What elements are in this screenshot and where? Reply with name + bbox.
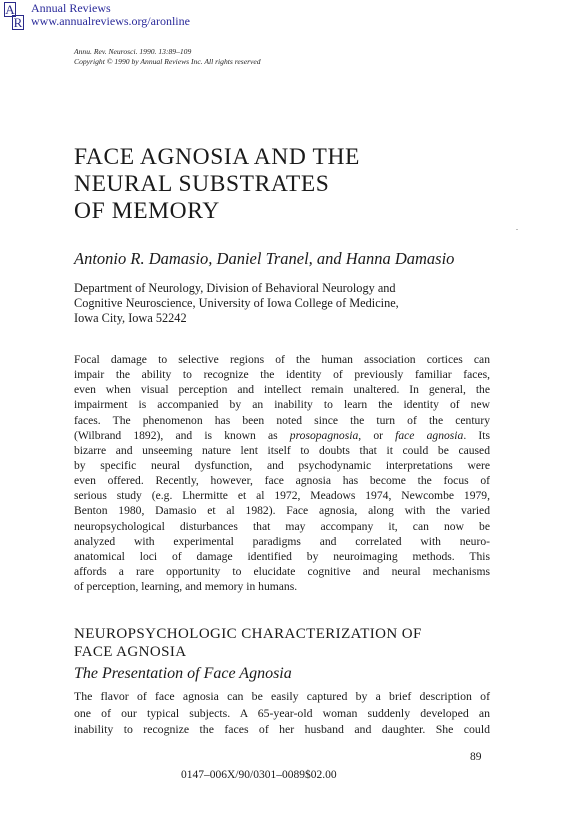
publisher-name-link[interactable]: Annual Reviews bbox=[31, 1, 111, 15]
abstract-paragraph bbox=[74, 352, 490, 594]
scan-speck bbox=[516, 229, 518, 230]
annual-reviews-logo bbox=[4, 2, 26, 32]
abstract-line: bizarre and unseeming nature lent itself to doubts that it could be caused bbox=[74, 443, 490, 457]
title-line: NEURAL SUBSTRATES bbox=[74, 171, 330, 197]
abstract-line: faces. The phenomenon has been noted since the turn of the century bbox=[74, 413, 490, 427]
section-heading bbox=[74, 625, 422, 661]
body-paragraph bbox=[74, 688, 490, 738]
title-line: FACE AGNOSIA AND THE bbox=[74, 144, 360, 170]
publisher-url-link[interactable]: www.annualreviews.org/aronline bbox=[31, 14, 190, 28]
term-prosopagnosia: prosopagnosia bbox=[289, 428, 359, 442]
abstract-line: by specific neural dysfunction, and psychodynamic interpretations were bbox=[74, 458, 490, 472]
body-line: The flavor of face agnosia can be easily captured by a brief description of bbox=[74, 689, 490, 703]
abstract-line: anatomical loci of damage identified by neuroimaging methods. This bbox=[74, 549, 490, 563]
article-title bbox=[74, 144, 360, 225]
abstract-line: serious study (e.g. Lhermitte et al 1972, Meadows 1974, Newcombe 1979, bbox=[74, 489, 490, 503]
abstract-line: even offered. Recently, however, face agnosia has become the focus of bbox=[74, 474, 490, 488]
publisher-header bbox=[31, 2, 190, 28]
logo-letter-r: R bbox=[13, 15, 23, 30]
abstract-text: , or bbox=[358, 428, 396, 442]
affiliation bbox=[74, 281, 399, 327]
section-heading-line: FACE AGNOSIA bbox=[74, 644, 187, 660]
abstract-line: of perception, learning, and memory in humans. bbox=[74, 580, 298, 594]
abstract-text: . Its bbox=[463, 428, 490, 442]
author-list: Antonio R. Damasio, Daniel Tranel, and Hanna Damasio bbox=[74, 249, 455, 268]
affiliation-line: Iowa City, Iowa 52242 bbox=[74, 311, 187, 326]
body-line: inability to recognize the faces of her husband and daughter. She could bbox=[74, 722, 490, 736]
title-line: OF MEMORY bbox=[74, 198, 220, 224]
abstract-line: even when visual perception and intellect remain unaltered. In general, the bbox=[74, 383, 490, 397]
copyright-notice: Copyright © 1990 by Annual Reviews Inc. All rights reserved bbox=[74, 57, 261, 66]
abstract-line: Benton 1980, Damasio et al 1982). Face agnosia, along with the varied bbox=[74, 504, 490, 518]
publication-code: 0147–006X/90/0301–0089$02.00 bbox=[181, 769, 337, 781]
abstract-line: impair the ability to recognize the identity of previously familiar faces, bbox=[74, 368, 490, 382]
abstract-line: affords a rare opportunity to elucidate cognitive and neural mechanisms bbox=[74, 564, 490, 578]
abstract-line-with-terms bbox=[74, 428, 490, 443]
logo-letter-a: A bbox=[5, 2, 15, 17]
abstract-line: neuropsychological disturbances that may accompany it, can now be bbox=[74, 519, 490, 533]
body-line: one of our typical subjects. A 65-year-old woman suddenly developed an bbox=[74, 705, 490, 720]
term-face-agnosia: face agnosia bbox=[395, 428, 464, 442]
abstract-line: analyzed with experimental paradigms and correlated with neuro- bbox=[74, 534, 490, 548]
journal-citation: Annu. Rev. Neurosci. 1990. 13:89–109 bbox=[74, 47, 192, 56]
abstract-line: Focal damage to selective regions of the human association cortices can bbox=[74, 353, 490, 366]
citation-block bbox=[74, 47, 261, 67]
page-number: 89 bbox=[470, 751, 482, 763]
affiliation-line: Cognitive Neuroscience, University of Iowa College of Medicine, bbox=[74, 296, 399, 311]
abstract-text: (Wilbrand 1892), and is known as bbox=[74, 428, 290, 442]
abstract-line: impairment is accompanied by an inability to learn the identity of new bbox=[74, 398, 490, 412]
subsection-heading: The Presentation of Face Agnosia bbox=[74, 665, 292, 682]
affiliation-line: Department of Neurology, Division of Behavioral Neurology and bbox=[74, 281, 396, 295]
section-heading-line: NEUROPSYCHOLOGIC CHARACTERIZATION OF bbox=[74, 626, 422, 642]
